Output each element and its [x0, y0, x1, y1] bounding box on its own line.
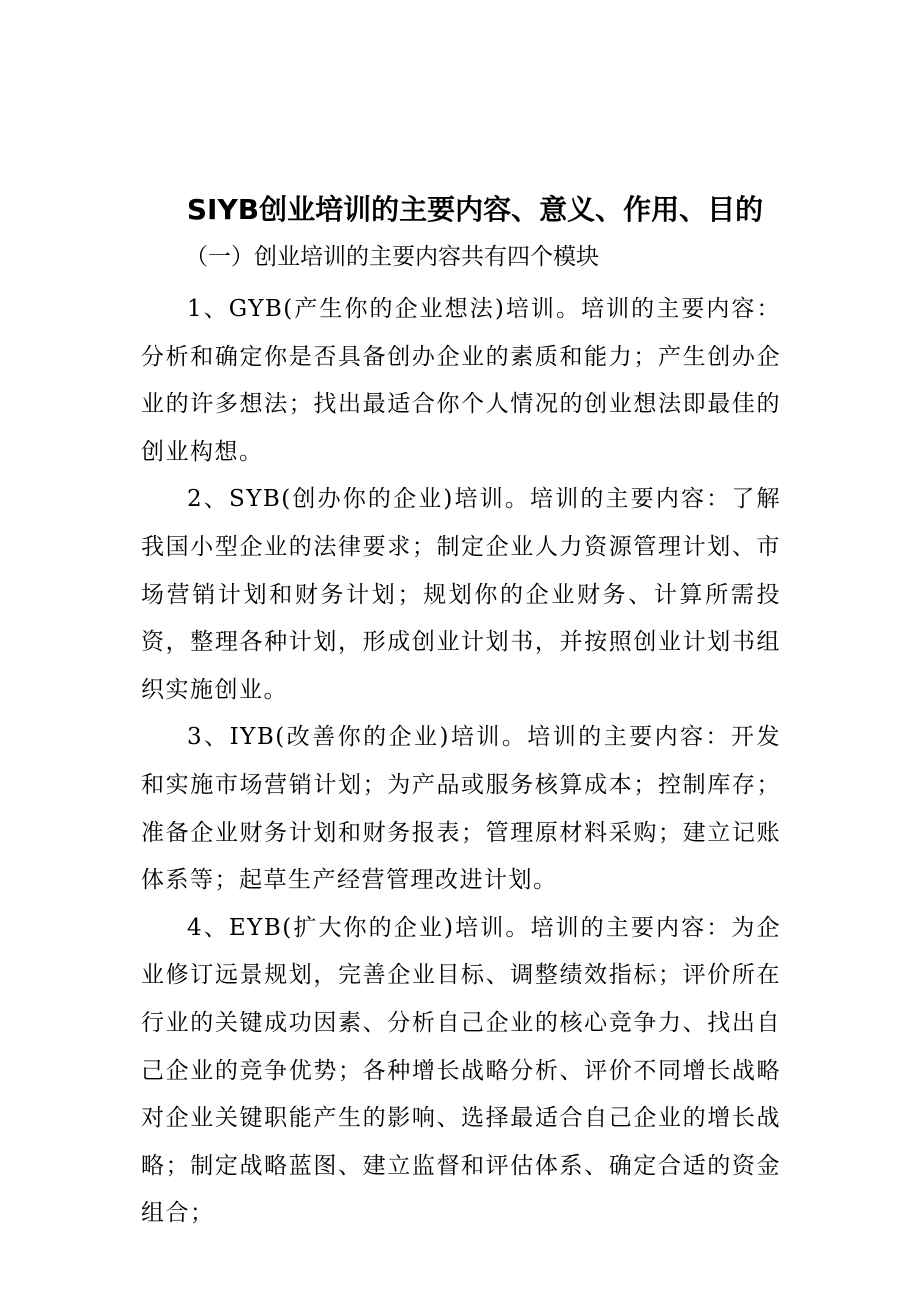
paragraph-gyb: 1、GYB(产生你的企业想法)培训。培训的主要内容：分析和确定你是否具备创办企业的素质和能力；产生创办企业的许多想法；找出最适合你个人情况的创业想法即最佳的创业构想。	[141, 296, 781, 465]
document-title: SIYB创业培训的主要内容、意义、作用、目的	[186, 193, 764, 226]
paragraph-eyb: 4、EYB(扩大你的企业)培训。培训的主要内容：为企业修订远景规划，完善企业目标、调整绩效指标；评价所在行业的关键成功因素、分析自己企业的核心竞争力、找出自己企业的竞争优势；各种增长战略分析、评价不同增长战略对企业关键职能产生的影响、选择最适合自己企业的增长战略；制定战略蓝图、建立监督和评估体系、确定合适的资金组合；	[141, 914, 781, 1227]
document-body	[141, 238, 781, 1238]
paragraph-syb: 2、SYB(创办你的企业)培训。培训的主要内容：了解我国小型企业的法律要求；制定企业人力资源管理计划、市场营销计划和财务计划；规划你的企业财务、计算所需投资，整理各种计划，形成创业计划书，并按照创业计划书组织实施创业。	[141, 486, 781, 703]
section-heading: （一）创业培训的主要内容共有四个模块	[185, 244, 599, 270]
paragraph-iyb: 3、IYB(改善你的企业)培训。培训的主要内容：开发和实施市场营销计划；为产品或服务核算成本；控制库存；准备企业财务计划和财务报表；管理原材料采购；建立记账体系等；起草生产经营管理改进计划。	[141, 724, 781, 894]
